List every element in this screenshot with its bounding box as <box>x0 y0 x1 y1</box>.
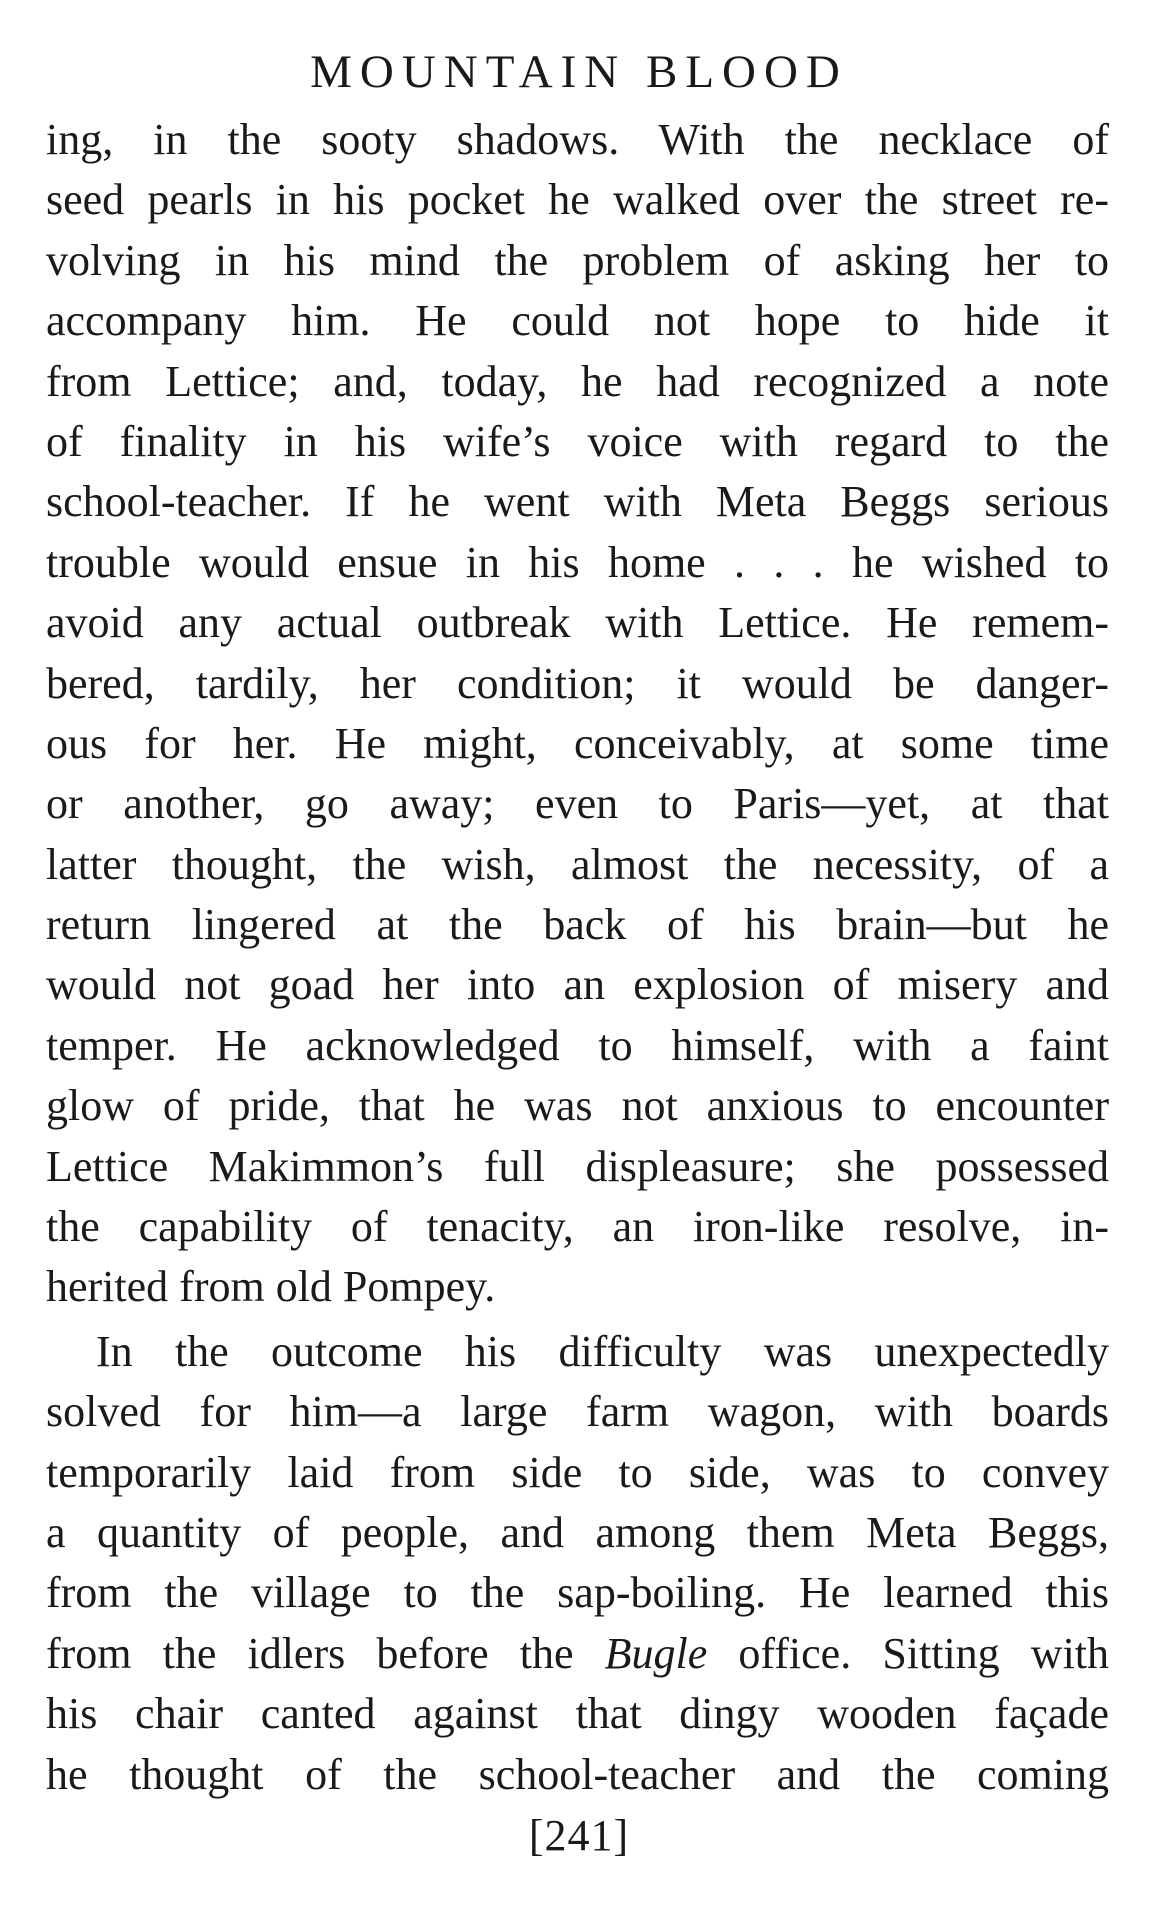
text-line: temporarily laid from side to side, was to convey <box>46 1447 1109 1497</box>
text-line: a quantity of people, and among them Meta Beggs, <box>46 1507 1109 1557</box>
body-text <box>46 110 1109 1805</box>
text-segment: office. Sitting with <box>738 1628 1110 1678</box>
text-line: solved for him—a large farm wagon, with boards <box>46 1387 1109 1437</box>
italic-title: Bugle <box>604 1628 708 1678</box>
text-line: return lingered at the back of his brain—but he <box>46 900 1109 950</box>
text-line: would not goad her into an explosion of misery and <box>46 960 1109 1010</box>
text-line: his chair canted against that dingy wooden façade <box>46 1689 1109 1739</box>
text-line: latter thought, the wish, almost the necessity, of a <box>46 839 1109 889</box>
text-line: avoid any actual outbreak with Lettice. He remem- <box>46 598 1109 648</box>
text-line-with-italic <box>46 1624 1109 1684</box>
text-line: ing, in the sooty shadows. With the necklace of <box>46 115 1109 164</box>
text-line: school-teacher. If he went with Meta Beggs serious <box>46 477 1109 527</box>
text-line: from Lettice; and, today, he had recognized a note <box>46 356 1109 406</box>
text-line: In the outcome his difficulty was unexpectedly <box>96 1326 1109 1376</box>
text-line: the capability of tenacity, an iron-like resolve, in- <box>46 1202 1109 1252</box>
text-line: temper. He acknowledged to himself, with a faint <box>46 1020 1109 1070</box>
text-line: he thought of the school-teacher and the coming <box>46 1749 1109 1799</box>
text-line: accompany him. He could not hope to hide it <box>46 296 1109 346</box>
page-number: [241] <box>528 1811 630 1860</box>
text-line: of finality in his wife’s voice with regard to the <box>46 416 1109 466</box>
paragraph-1 <box>46 110 1109 1318</box>
text-line: trouble would ensue in his home . . . he wished to <box>46 537 1109 587</box>
text-line: Lettice Makimmon’s full displeasure; she possessed <box>46 1141 1109 1191</box>
text-line: herited from old Pompey. <box>46 1262 496 1312</box>
text-line: from the village to the sap-boiling. He learned this <box>46 1568 1109 1618</box>
text-segment: from the idlers before the <box>46 1628 574 1678</box>
text-line: volving in his mind the problem of asking her to <box>46 235 1109 285</box>
text-line: ous for her. He might, conceivably, at some time <box>46 718 1109 768</box>
text-line: or another, go away; even to Paris—yet, at that <box>46 779 1109 829</box>
text-line: bered, tardily, her condition; it would be danger- <box>46 658 1109 708</box>
text-line: seed pearls in his pocket he walked over the street re- <box>46 175 1109 225</box>
paragraph-2 <box>46 1322 1109 1805</box>
text-line: glow of pride, that he was not anxious to encounter <box>46 1081 1109 1131</box>
running-head: MOUNTAIN BLOOD <box>310 46 848 98</box>
